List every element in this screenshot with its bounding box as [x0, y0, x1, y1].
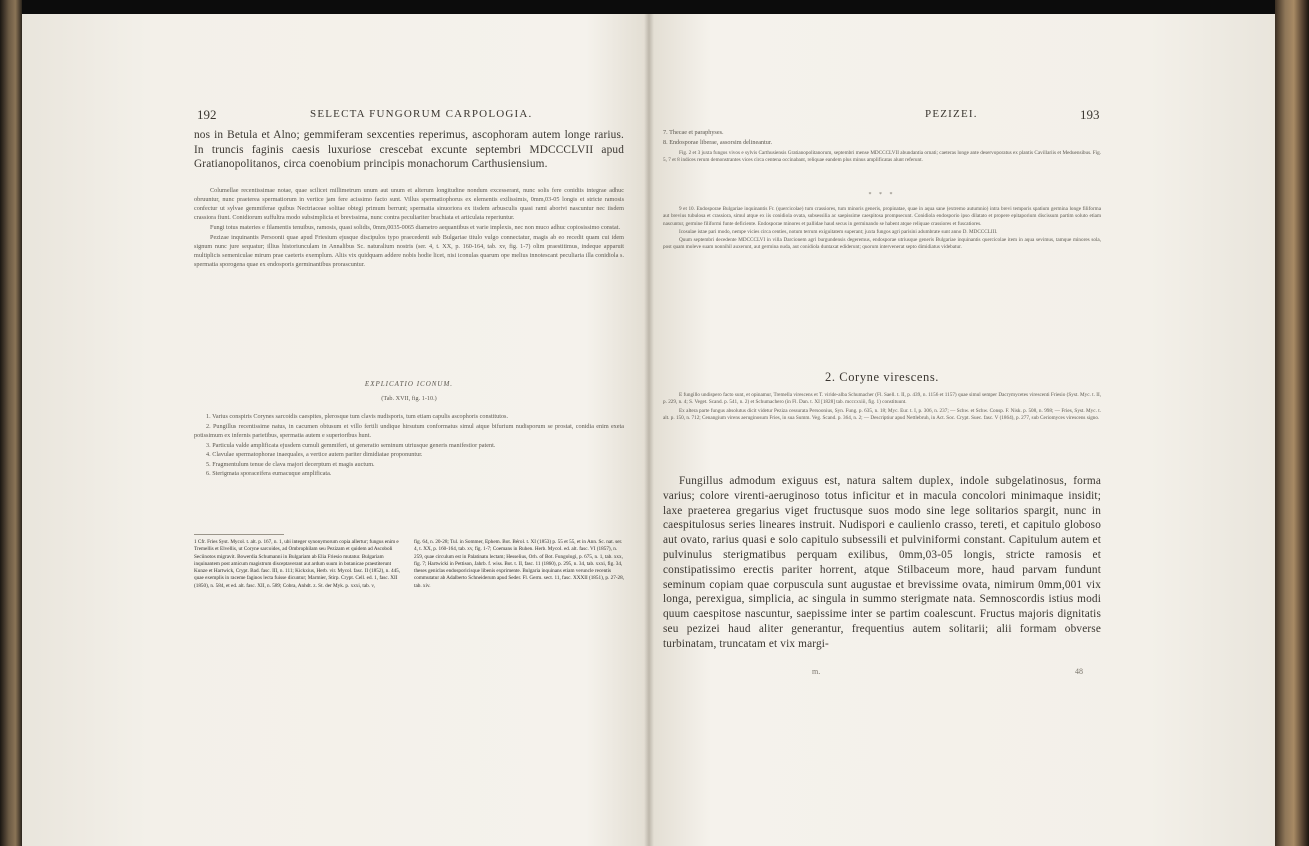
book-edge-left [0, 0, 22, 846]
opening-paragraph [194, 128, 624, 172]
footnote-column: fig. 64, n. 20-28; Tul. in Sommer, Ephem. Bot. Bérol. t. XI (1853) p. 55 et 55, et in Ann. Sc. nat. ser. 4, t. XX, p. 160-164, tab. xv, fig. 1-7; Coemans in Ruhen. Herb. Mycol. ed. alt. fasc. VI (1857), n. 259, quae circulum est in Palatinatu lectam; Hesselius, Orh. of Bot. Fungologi, p. 675, n. 1, tab. xxx, fig. 7; Hartwicki in Pettison, Jahrb. f. wiss. Bot. t. II, fasc. 11 (1860), p. 295, n. 34, tab. xxxi, fig. 34, theses geniclas endosporicisque libenis exprimente. Bulgaria inquinans etiam veruncle recentis commutatur ab Adalberto Schneiderum apud Seder. Fl. Germ. sect. 11, fasc. XXXII (1851), p. 27-28, tab. xiv. [414, 539, 624, 589]
signature-number: 48 [1075, 667, 1083, 676]
right-body-text [663, 206, 1101, 252]
body-text-left [194, 186, 624, 269]
footnote-column: 1 Cfr. Fries Syst. Mycol. t. alt. p. 167, n. 1, ubi integer synonymorum copia allertur; fungus enim e Tremellis et Elvellis, ut Coryne sarcoides, ad Ombrophilam seu Pezizam et quidem ad Ascoboli Seciinotos migravit. Bowerdia Schumanni in Bulgariam ab Elia Friesio mutatur. Bulgariam inquinantem post amicum magistrum disceptaverant aut ardum suum in botanicae praestiterunt Kunze et Hartwick, Crypt. Bad. fasc. III, n. 111; Kickxius, Herb. vir. Mycol. fasc. II (1852), n. 445, quae exemplis in raceme faginos lecta fuisse dicuntur; Marmier, Stirp. Crypt. Cell. ed. 1, fasc. XII (1850), n. 584, et ed. alt. fasc. XII, n. 589; Cobra, Anhdt. z. St. der Myk. p. xxxi, tab. v, [194, 539, 401, 589]
left-page [22, 14, 648, 846]
explicatio-item: 1. Varius conspiris Corynes sarcoidis caespites, plerosque tum clavis nudisporis, tum etiam capulis ascophoris constitutos. [206, 413, 508, 420]
book-spread [22, 14, 1275, 846]
signature-mark: m. [812, 667, 821, 676]
body-paragraph: Columellae recentissimae notae, quae scilicet millimetrum unum aut unum et alterum longitudine nondum excesserant, nunc solis fere conidiis integrae adhuc obruuntur, nunc praeterea spermatiorum in vertice jam fere acissimo facto sunt. Villus spermatiophorus ex elementis exilissimis, 0mm,03-05 longis et stricte ramosis confectur ut sylvae gemmiferae quibus Nectriaceae solitae obtegi primum berrunt; spermatia sinuoriora ex iisdem arbusculis quasi rami aborivi nascuntur nec iisdem crassiora fiunt. Conidiorum suffultra modo subsimplicia et brevissima, nunc contra peculiariter brachiata et articulata reperiuntur. [194, 187, 624, 221]
figure-note [663, 150, 1101, 165]
explicatio-item: 4. Clavulae spermatophorae inaequales, a vertice autem pariter dimidiatae proponuntur. [206, 451, 423, 458]
synonymy-text: Ex altera parte fungus absolutus dicit videtur Peziza cessurata Persoonius, Syn. Fung. p. 635, n. 18; Myc. Eur. t. I, p. 306, n. 237; — Schw. et Schw. Consp. F. Nisk. p. 508, n. 998; — Fries, Syst. Myc. t. alt. p. 150, n. 712; Cenangium virens aeruginosum Fries, in sua Summ. Veg. Scand. p. 364, n. 2; — Descriptiur apud Nettlebruh, in Act. Soc. Crypt. Suec. fasc. V (1864), p. 277, sub Ceriomyces virescens signo. [663, 407, 1101, 421]
footnotes [194, 539, 624, 590]
footnote-rule [194, 534, 284, 535]
explicatio-item: 8. Endosporae liberae, assorsim delineantur. [663, 139, 773, 146]
explicatio-title: EXPLICATIO ICONUM. [364, 380, 454, 388]
running-head-right: PEZIZEI. [925, 108, 978, 120]
explicatio-list [194, 412, 624, 479]
body-paragraph: Quum septembri decedente MDCCCLVI in villa Darcionem agri burgundensis degeremus, endosporae utriusque generis Bulgariae inquinantis quercicolae item in aqua sevimus, tamque minores sola, post quam moleve suam nonnihil auxerunt, aut germina nuda, aut conidiola duntaxat ediderunt; quorum intervenerat septo dimidiatus videbatur. [663, 237, 1101, 251]
figure-note-text: Fig. 2 et 3 juxta fungos vivos e sylvis Carthusiensis Gratianopolitanorum, septembri mense MDCCCLVII abundantia ornati; caeteras longe ante deservoporatus ex plantis Cavillariis et Meduensibus. Fig. 5, 7 et 8 indices rerum demonstrantes vices circa centena occinabant, reliquae eandem plus minus amplificatas alunt referunt. [663, 150, 1101, 164]
running-head-left: SELECTA FUNGORUM CARPOLOGIA. [310, 108, 533, 120]
body-paragraph: Fungi totus materies e filamentis tenuibus, ramosis, quasi solidis, 0mm,0035-0065 diametro aequantibus et varie implexis, nec non muco adhuc copiosissimo constat. [210, 224, 621, 231]
synonymy-text: E fungillo undispero facto sunt, et opinamur, Tremella virescens et T. viride-alba Schumacher (Fl. Saell. t. II, p. 439, n. 1156 et 1157) quae simul semper Dacrymycetes virescenti Friesio (Syst. Myc. t. II, p. 229, n. 4; S. Veget. Scand. p. 541, n. 2) et Schumachero (in Fl. Dan. t. XI [1828] tab. mcccxxiii, fig. 1) constituunt. [663, 392, 1101, 406]
right-items-top [663, 128, 1101, 148]
section-separator: * * * [868, 192, 896, 198]
section-title: 2. Coryne virescens. [824, 370, 940, 384]
body-paragraph: 9 et 10. Endosporae Bulgariae inquinantis Fr. (quercicolae) tum crassiores, tum minoris generis, propinatae, quae in aqua sane (extremo autumnio) intra brevi temporis spatium germina longe filiforma aut brevius tubulosa et crassiora, simul atque ex iis conidiola ovata, subsessilia ac saepissime caespitosa prompsecunt. Conidiola endosporio ipso dilatato et propere epitaporium discissum partim soluto etiam nascuntur, germine filiformi funte deficiente. Endosporae minores et pallidae haud secus in germinando se habent atque reliquae crassiores et fuscatiores. [663, 206, 1101, 227]
right-page [649, 14, 1275, 846]
explicatio-item: 6. Sterigmata sporaceifera eumacuque amplificata. [206, 470, 332, 477]
synonymy-block [663, 392, 1101, 422]
explicatio-item: 3. Particula valde amplificata ejusdem cumuli gemmiferi, ut generatio seminum utriusque generis manifestior patent. [206, 441, 496, 449]
page-number-left: 192 [197, 107, 217, 122]
explicatio-reference: (Tab. XVII, fig. 1-10.) [381, 395, 437, 402]
explicatio-item: 5. Fragmentulum tenue de clava majori decerptum et magis auctum. [206, 460, 375, 468]
main-description-text: Fungillus admodum exiguus est, natura saltem duplex, indole subgelatinosus, forma varius; colore virenti-aeruginoso totus inficitur et in macula concolori minimaque insidit; laxe praeterea gregarius viget fructusque suos modo sine lege solitarios spargit, nunc in caespitulosus series lineares instruit. Nudispori e caulienlo crasso, tereti, et capitulo globoso aut ovato, rarius quasi e solo capitulo subsessili et pulviniformi constant. Capitulum autem et pulvinulus sterigmatibus perquam exilibus, 0mm,03-05 longis, stricte ramosis et constipatissimo erectis pariter horrent, atque Stilbaceum more, haud parvam fundunt seminum copiam quae corpuscula sunt augustae et brevissime ovata, nimirum 0mm,001 vix longa, perexigua, simplicia, ac singula in summo sterigmate nata. Semnoscordis istius modi quum caespitose nascuntur, saepissime inter se partim coalescunt. Fructus majoris dignitatis seu pezizei haud aliter generantur, frequentius autem solitarii; alii formam obverse turbinatam, truncatam et vix margi- [663, 475, 1101, 650]
body-paragraph: Pezizae inquinantis Persoonii quae apud Friesium ejusque discipulos typo praecedenti sub Bulgariae titulo vulgo connectatur, magis ab eo recedit quam cui idem signum nunc jure sequatur; illius historiunculam in Annalibus Sc. naturalium nostris (ser. 4, t. XX, p. 160-164, tab. xv, fig. 1-7) olim praestitimus, indeque apparuit multiplicis semeniculae mirum prae caeteris exemplum. Aliis vix quidquam addere nobis hodie licet, nisi iconulas quarum ope melius innotescant peculiaria illa conidiola s. spermatia sporogena quae ex endosporis germinantibus prorascuntur. [194, 234, 624, 268]
opening-text: nos in Betula et Alno; gemmiferam sexcenties reperimus, ascophoram autem longe rarius. In truncis faginis caesis luxuriose crescebat excunte septembri MDCCCLVII apud Gratianopolitanos, circa coenobium principis monachorum Carthusiensium. [194, 129, 624, 170]
main-description [663, 474, 1101, 652]
explicatio-item: 7. Thecae et paraphyses. [663, 129, 724, 136]
book-edge-right [1275, 0, 1309, 846]
body-paragraph: Icosulae istae pari modo, nempe vicies circa centies, notum terrum exiguitatem superant; juxta fungos agri parisini adumbrate sunt anno D. MDCCCLIII. [679, 228, 998, 235]
page-number-right: 193 [1080, 107, 1100, 122]
explicatio-item: 2. Pungillus recentissime natus, in cacumen obtusum et villo fertili undique hirsutum conformatus simul atque bifurium nudisporum se prostat, conidia enim exeta potissimum ex infernis parietibus, spermatia autem e superioribus hunt. [194, 422, 624, 439]
